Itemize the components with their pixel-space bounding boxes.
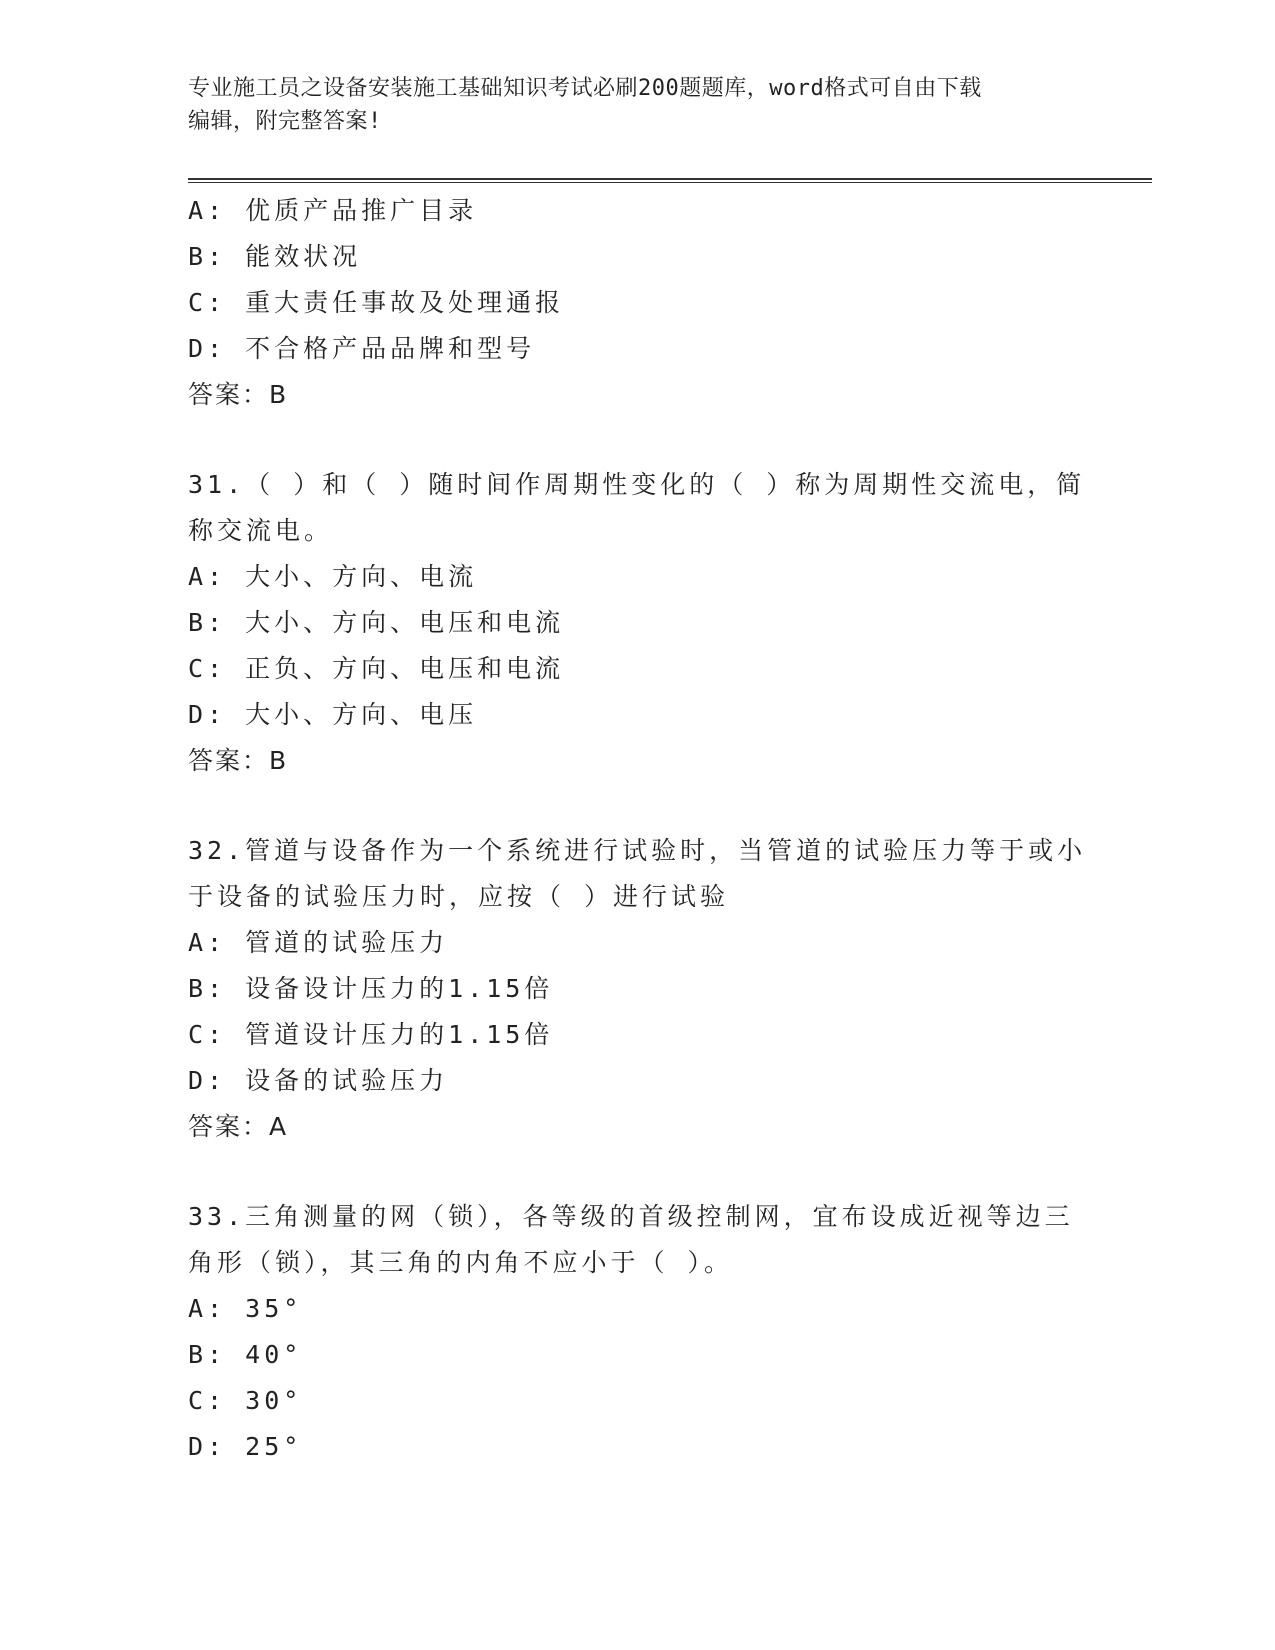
answer-line: 答案：A <box>188 1112 289 1141</box>
question-31 <box>188 462 1088 784</box>
answer-line: 答案：B <box>188 746 289 775</box>
document-header <box>188 72 1088 138</box>
question-text-line-2: 于设备的试验压力时，应按（ ）进行试验 <box>188 882 730 911</box>
header-title-line-2: 编辑，附完整答案! <box>188 109 382 134</box>
option-c: C: 重大责任事故及处理通报 <box>188 288 565 317</box>
question-text-line-2: 角形（锁），其三角的内角不应小于（ ）。 <box>188 1248 734 1277</box>
question-text-line-1: 33.三角测量的网（锁），各等级的首级控制网，宜布设成近视等边三 <box>188 1202 1074 1231</box>
option-c: C: 正负、方向、电压和电流 <box>188 654 565 683</box>
option-c: C: 管道设计压力的1.15倍 <box>188 1020 554 1049</box>
question-spacer <box>188 784 1088 828</box>
question-text-line-2: 称交流电。 <box>188 516 334 545</box>
option-a: A: 大小、方向、电流 <box>188 562 478 591</box>
answer-line: 答案：B <box>188 380 289 409</box>
option-b: B: 40° <box>188 1340 303 1369</box>
option-d: D: 25° <box>188 1432 303 1461</box>
option-a: A: 管道的试验压力 <box>188 928 449 957</box>
question-text-line-1: 31.（ ）和（ ）随时间作周期性变化的（ ）称为周期性交流电，简 <box>188 470 1086 499</box>
question-spacer <box>188 1150 1088 1194</box>
option-d: D: 设备的试验压力 <box>188 1066 449 1095</box>
option-a: A: 35° <box>188 1294 303 1323</box>
question-spacer <box>188 418 1088 462</box>
question-33 <box>188 1194 1088 1470</box>
question-list <box>188 188 1088 1470</box>
option-b: B: 设备设计压力的1.15倍 <box>188 974 554 1003</box>
question-text-line-1: 32.管道与设备作为一个系统进行试验时，当管道的试验压力等于或小 <box>188 836 1087 865</box>
question-30-continuation <box>188 188 1088 418</box>
option-b: B: 大小、方向、电压和电流 <box>188 608 565 637</box>
option-a: A: 优质产品推广目录 <box>188 196 478 225</box>
option-d: D: 大小、方向、电压 <box>188 700 478 729</box>
option-d: D: 不合格产品品牌和型号 <box>188 334 536 363</box>
option-c: C: 30° <box>188 1386 303 1415</box>
option-b: B: 能效状况 <box>188 242 362 271</box>
question-32 <box>188 828 1088 1150</box>
header-title-line-1: 专业施工员之设备安装施工基础知识考试必刷200题题库，word格式可自由下载 <box>188 76 982 101</box>
header-divider-thin <box>188 182 1152 183</box>
header-divider-thick <box>188 178 1152 180</box>
